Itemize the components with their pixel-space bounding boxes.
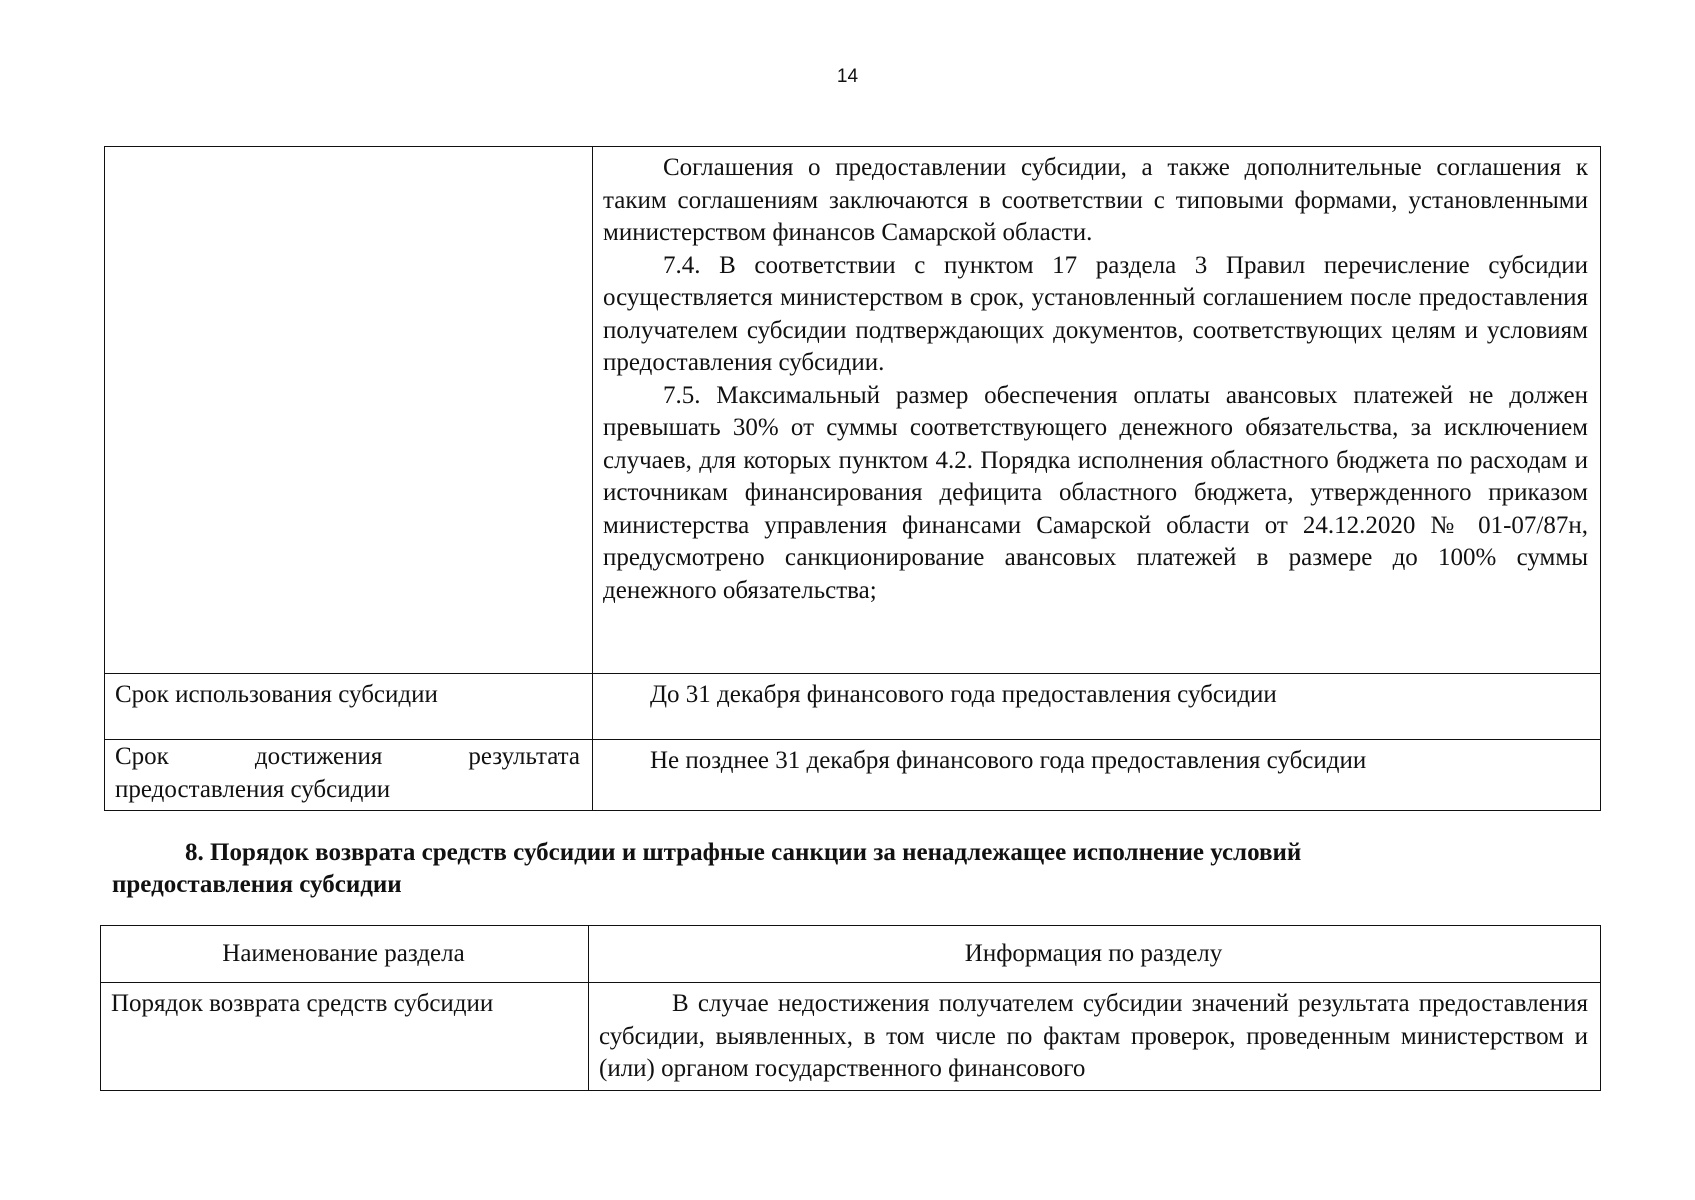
table-row <box>105 147 1601 674</box>
section-8-heading <box>112 837 1572 901</box>
row-label-usage-period: Срок использования субсидии <box>105 674 593 740</box>
row-value-usage-period: До 31 декабря финансового года предоставления субсидии <box>593 674 1601 740</box>
table-row <box>105 674 1601 740</box>
column-header-section-info: Информация по разделу <box>589 926 1601 983</box>
row-label-result-period <box>105 740 593 811</box>
conditions-table <box>104 146 1601 811</box>
paragraph-7-5: 7.5. Максимальный размер обеспечения оплаты авансовых платежей не должен превышать 30% от суммы соответствующего денежного обязательства, за исключением случаев, для которых пунктом 4.2. Порядка исполнения областного бюджета по расходам и источникам финансирования дефицита областного бюджета, утвержденного приказом министерства управления финансами Самарской области от 24.12.2020 № 01-07/87н, предусмотрено санкционирование авансовых платежей в размере до 100% суммы денежного обязательства; <box>603 381 1588 604</box>
row-label-refund-procedure: Порядок возврата средств субсидии <box>101 983 589 1091</box>
table-cell-text <box>593 147 1601 674</box>
row-value-refund-procedure: В случае недостижения получателем субсидии значений результата предоставления субсидии, выявленных, в том числе по фактам проверок, проведенным министерством и (или) органом государственного финансового <box>589 983 1601 1091</box>
table-row <box>101 983 1601 1091</box>
row-label-result-period-line1: Срок достижения результата <box>115 743 580 770</box>
table-header-row <box>101 926 1601 983</box>
section-8-heading-line1: 8. Порядок возврата средств субсидии и штрафные санкции за ненадлежащее исполнение условий <box>185 839 1302 866</box>
paragraph-agreements: Соглашения о предоставлении субсидии, а также дополнительные соглашения к таким соглашениям заключаются в соответствии с типовыми формами, установленными министерством финансов Самарской области. <box>603 154 1588 246</box>
table-cell-empty <box>105 147 593 674</box>
paragraph-7-4: 7.4. В соответствии с пунктом 17 раздела 3 Правил перечисление субсидии осуществляется министерством в срок, установленный соглашением после предоставления получателем субсидии подтверждающих документов, соответствующих целям и условиям предоставления субсидии. <box>603 251 1588 376</box>
row-value-result-period: Не позднее 31 декабря финансового года предоставления субсидии <box>593 740 1601 811</box>
row-label-result-period-line2: предоставления субсидии <box>115 775 391 803</box>
refund-table <box>100 925 1601 1091</box>
table-row <box>105 740 1601 811</box>
column-header-section-name: Наименование раздела <box>101 926 589 983</box>
page-number: 14 <box>836 66 859 87</box>
section-8-heading-line2: предоставления субсидии <box>112 871 402 898</box>
